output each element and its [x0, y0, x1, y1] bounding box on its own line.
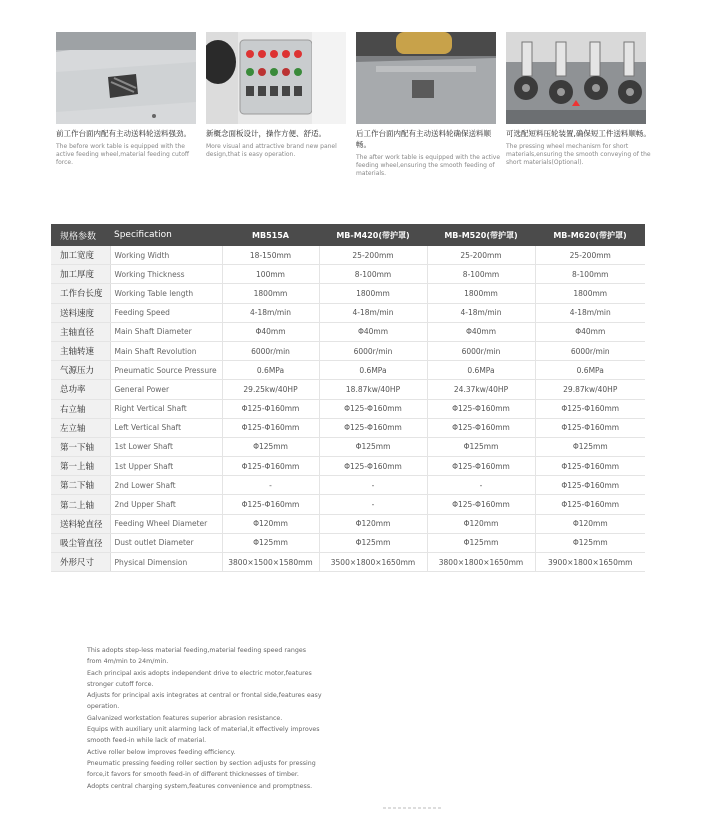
spec-value: Φ125-Φ160mm: [535, 457, 645, 476]
spec-value: 6000r/min: [427, 341, 535, 360]
spec-row: [51, 246, 645, 265]
spec-value: 8-100mm: [535, 265, 645, 284]
spec-value: Φ125mm: [535, 437, 645, 456]
spec-value: 1800mm: [427, 284, 535, 303]
spec-value: Φ125-Φ160mm: [222, 418, 319, 437]
spec-row: [51, 303, 645, 322]
spec-header-cn: 规格参数: [51, 224, 110, 246]
spec-value: 1800mm: [222, 284, 319, 303]
model-header: MB515A: [222, 224, 319, 246]
spec-value: 29.25kw/40HP: [222, 380, 319, 399]
spec-label-cn: 气源压力: [51, 361, 110, 380]
spec-row: [51, 533, 645, 552]
spec-value: 25-200mm: [319, 246, 427, 265]
feature-caption-en: The pressing wheel mechanism for short materials,ensuring the smooth conveying of the short materials(Optional).: [506, 143, 651, 166]
spec-value: Φ125-Φ160mm: [535, 476, 645, 495]
spec-row: [51, 361, 645, 380]
spec-value: 3800×1800×1650mm: [427, 553, 535, 572]
spec-value: 24.37kw/40HP: [427, 380, 535, 399]
spec-value: 4-18m/min: [535, 303, 645, 322]
spec-value: Φ40mm: [535, 322, 645, 341]
spec-label-cn: 工作台长度: [51, 284, 110, 303]
spec-label-en: 2nd Lower Shaft: [110, 476, 222, 495]
spec-row: [51, 418, 645, 437]
spec-value: Φ125-Φ160mm: [427, 457, 535, 476]
spec-label-en: Main Shaft Diameter: [110, 322, 222, 341]
spec-label-cn: 左立轴: [51, 418, 110, 437]
spec-value: Φ125mm: [427, 437, 535, 456]
spec-value: -: [427, 476, 535, 495]
spec-label-cn: 右立轴: [51, 399, 110, 418]
spec-value: -: [319, 476, 427, 495]
spec-value: 18.87kw/40HP: [319, 380, 427, 399]
spec-value: 4-18m/min: [222, 303, 319, 322]
spec-value: 0.6MPa: [427, 361, 535, 380]
spec-value: Φ120mm: [535, 514, 645, 533]
note-item: Galvanized workstation features superior abrasion resistance.: [87, 714, 283, 722]
spec-value: Φ120mm: [222, 514, 319, 533]
spec-value: 3900×1800×1650mm: [535, 553, 645, 572]
spec-value: 6000r/min: [535, 341, 645, 360]
spec-label-cn: 总功率: [51, 380, 110, 399]
spec-label-cn: 第一上轴: [51, 457, 110, 476]
spec-row: [51, 553, 645, 572]
spec-value: Φ125-Φ160mm: [535, 399, 645, 418]
spec-label-en: Feeding Wheel Diameter: [110, 514, 222, 533]
note-item: Equips with auxiliary unit alarming lack of material,it effectively improves smooth feed-in while lack of material.: [87, 726, 320, 745]
pressing-wheel-photo: [506, 32, 646, 124]
spec-row: [51, 457, 645, 476]
feature-caption: [506, 128, 651, 167]
spec-value: Φ40mm: [222, 322, 319, 341]
spec-value: Φ125mm: [319, 533, 427, 552]
spec-value: Φ125-Φ160mm: [319, 399, 427, 418]
spec-label-en: Main Shaft Revolution: [110, 341, 222, 360]
after-table-photo: [356, 32, 496, 124]
spec-value: 6000r/min: [319, 341, 427, 360]
spec-label-en: 1st Upper Shaft: [110, 457, 222, 476]
note-item: Adopts central charging system,features convenience and promptness.: [87, 782, 313, 790]
feature-caption: [356, 128, 501, 178]
spec-label-en: Pneumatic Source Pressure: [110, 361, 222, 380]
spec-value: 25-200mm: [427, 246, 535, 265]
spec-label-cn: 第二下轴: [51, 476, 110, 495]
spec-value: Φ125-Φ160mm: [427, 399, 535, 418]
spec-label-en: Dust outlet Diameter: [110, 533, 222, 552]
spec-value: 1800mm: [535, 284, 645, 303]
spec-value: 0.6MPa: [535, 361, 645, 380]
feature-caption-cn: 后工作台面内配有主动送料轮确保送料顺畅。: [356, 129, 491, 149]
note-item: Adjusts for principal axis integrates at central or frontal side,features easy operation.: [87, 692, 322, 711]
spec-label-en: 2nd Upper Shaft: [110, 495, 222, 514]
note-item: This adopts step-less material feeding,material feeding speed ranges from 4m/min to 24m/min.: [87, 647, 306, 666]
spec-label-cn: 第二上轴: [51, 495, 110, 514]
model-header: MB-M520(带护罩): [427, 224, 535, 246]
spec-label-en: Working Table length: [110, 284, 222, 303]
spec-label-en: Working Width: [110, 246, 222, 265]
feature-notes: [87, 645, 367, 792]
spec-value: Φ125-Φ160mm: [535, 418, 645, 437]
spec-label-en: Left Vertical Shaft: [110, 418, 222, 437]
spec-value: 0.6MPa: [319, 361, 427, 380]
front-table-photo: [56, 32, 196, 124]
spec-row: [51, 495, 645, 514]
model-header: MB-M620(带护罩): [535, 224, 645, 246]
spec-row: [51, 265, 645, 284]
feature-caption-en: The before work table is equipped with the active feeding wheel,material feeding cutoff force.: [56, 143, 189, 166]
spec-value: 3500×1800×1650mm: [319, 553, 427, 572]
feature-caption: [56, 128, 201, 167]
spec-value: Φ120mm: [319, 514, 427, 533]
spec-value: 25-200mm: [535, 246, 645, 265]
feature-caption-en: The after work table is equipped with the active feeding wheel,ensuring the smooth feeding of materials.: [356, 154, 501, 177]
spec-label-cn: 加工宽度: [51, 246, 110, 265]
spec-label-cn: 吸尘管直径: [51, 533, 110, 552]
spec-value: 18-150mm: [222, 246, 319, 265]
spec-value: Φ40mm: [319, 322, 427, 341]
spec-row: [51, 284, 645, 303]
spec-value: Φ125mm: [427, 533, 535, 552]
spec-row: [51, 322, 645, 341]
feature-caption-cn: 可选配短料压轮装置,确保短工件送料顺畅。: [506, 129, 651, 138]
spec-header-en: Specification: [110, 224, 222, 246]
spec-label-cn: 主轴直径: [51, 322, 110, 341]
spec-row: [51, 437, 645, 456]
spec-value: 100mm: [222, 265, 319, 284]
spec-label-en: Feeding Speed: [110, 303, 222, 322]
spec-value: 3800×1500×1580mm: [222, 553, 319, 572]
spec-row: [51, 476, 645, 495]
spec-value: Φ125mm: [535, 533, 645, 552]
spec-label-cn: 送料轮直径: [51, 514, 110, 533]
spec-label-en: Working Thickness: [110, 265, 222, 284]
spec-value: Φ40mm: [427, 322, 535, 341]
spec-value: 8-100mm: [427, 265, 535, 284]
spec-value: 6000r/min: [222, 341, 319, 360]
feature-caption: [206, 128, 351, 159]
spec-value: 4-18m/min: [427, 303, 535, 322]
spec-label-cn: 外形尺寸: [51, 553, 110, 572]
spec-value: Φ125-Φ160mm: [319, 418, 427, 437]
spec-row: [51, 514, 645, 533]
spec-value: 29.87kw/40HP: [535, 380, 645, 399]
spec-label-cn: 送料速度: [51, 303, 110, 322]
spec-label-en: General Power: [110, 380, 222, 399]
spec-label-en: Physical Dimension: [110, 553, 222, 572]
spec-value: 8-100mm: [319, 265, 427, 284]
spec-header-row: [51, 224, 645, 246]
spec-label-cn: 加工厚度: [51, 265, 110, 284]
spec-row: [51, 341, 645, 360]
spec-value: Φ120mm: [427, 514, 535, 533]
feature-caption-cn: 新概念面板设计，操作方便、舒适。: [206, 129, 326, 138]
note-item: Pneumatic pressing feeding roller section by section adjusts for pressing force,it favors for smooth feed-in of different thicknesses of timber.: [87, 759, 316, 779]
spec-value: -: [319, 495, 427, 514]
spec-value: -: [222, 476, 319, 495]
spec-value: Φ125mm: [222, 437, 319, 456]
spec-value: Φ125-Φ160mm: [222, 457, 319, 476]
note-item: Each principal axis adopts independent drive to electric motor,features stronger cutoff force.: [87, 669, 312, 688]
control-panel-photo: [206, 32, 346, 124]
spec-value: Φ125mm: [319, 437, 427, 456]
spec-label-en: 1st Lower Shaft: [110, 437, 222, 456]
spec-label-cn: 主轴转速: [51, 341, 110, 360]
model-header: MB-M420(带护罩): [319, 224, 427, 246]
spec-value: 0.6MPa: [222, 361, 319, 380]
spec-row: [51, 399, 645, 418]
spec-table: [51, 224, 645, 572]
spec-row: [51, 380, 645, 399]
spec-value: Φ125-Φ160mm: [222, 399, 319, 418]
bottom-decoration: [383, 806, 443, 810]
feature-caption-en: More visual and attractive brand new panel design,that is easy operation.: [206, 143, 337, 158]
spec-value: Φ125-Φ160mm: [319, 457, 427, 476]
spec-value: Φ125-Φ160mm: [427, 418, 535, 437]
feature-caption-cn: 前工作台面内配有主动送料轮送料强劲。: [56, 129, 191, 138]
feature-photos: [56, 32, 646, 124]
note-item: Active roller below improves feeding efficiency.: [87, 748, 236, 756]
spec-value: Φ125-Φ160mm: [427, 495, 535, 514]
spec-value: 4-18m/min: [319, 303, 427, 322]
spec-label-en: Right Vertical Shaft: [110, 399, 222, 418]
spec-label-cn: 第一下轴: [51, 437, 110, 456]
spec-value: Φ125-Φ160mm: [222, 495, 319, 514]
spec-value: 1800mm: [319, 284, 427, 303]
spec-value: Φ125mm: [222, 533, 319, 552]
spec-value: Φ125-Φ160mm: [535, 495, 645, 514]
